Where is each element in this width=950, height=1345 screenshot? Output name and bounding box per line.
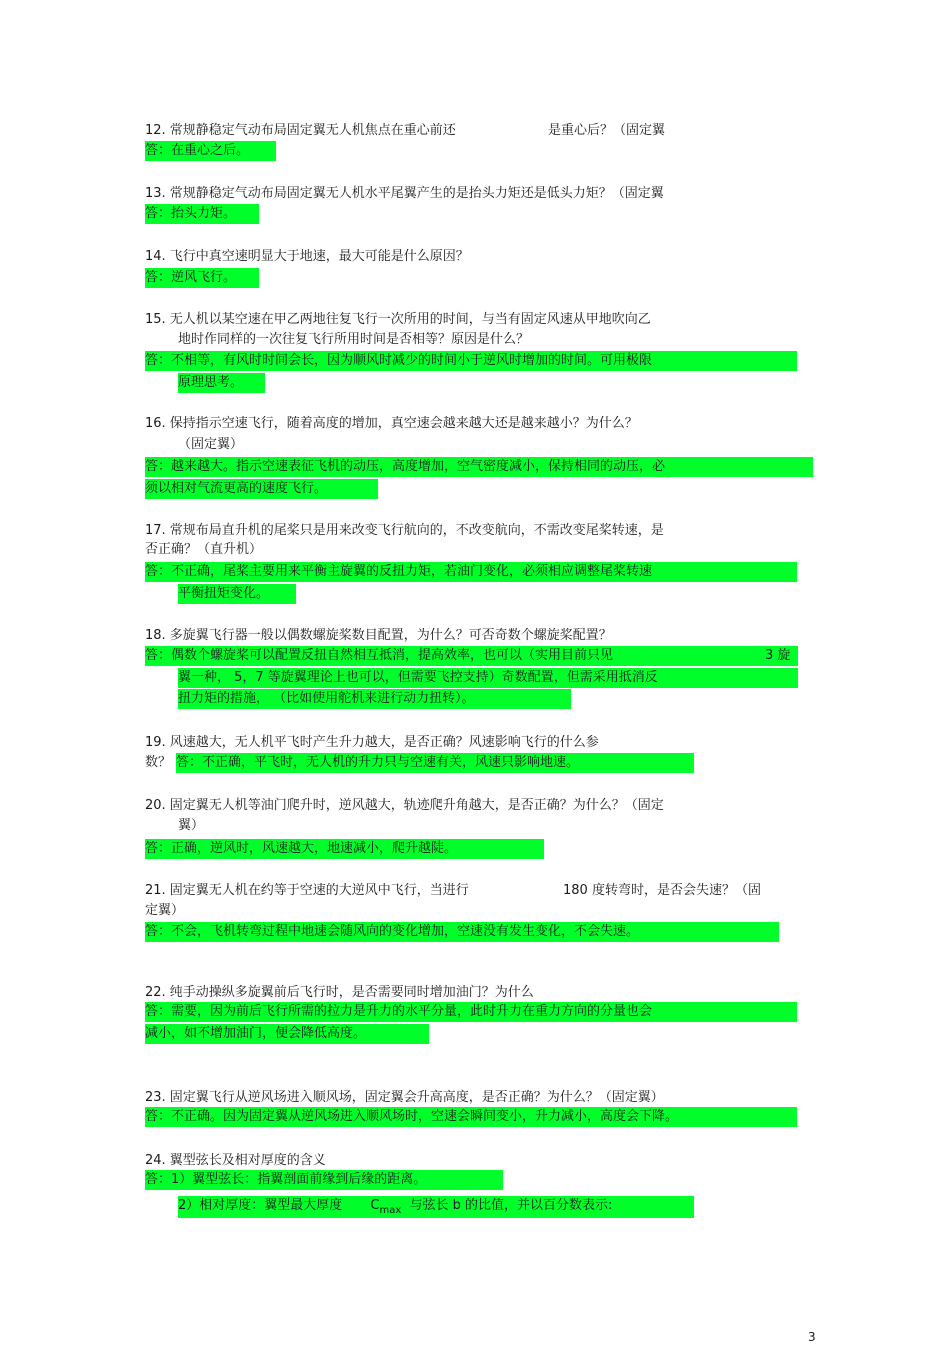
q17-question-line1: 17. 常规布局直升机的尾桨只是用来改变飞行航向的，不改变航向，不需改变尾桨转速，是 [145,523,664,538]
q18-answer-line1-text: 答：偶数个螺旋桨可以配置反扭自然相互抵消，提高效率，也可以（实用目前只见 [145,648,614,663]
q18-answer-line3: 扭力矩的措施， （比如使用舵机来进行动力扭转）。 [178,689,571,709]
q13-answer: 答：抬头力矩。 [145,204,259,224]
q12-question: 12. 常规静稳定气动布局固定翼无人机焦点在重心前还 [145,123,456,138]
q20-question-line1: 20. 固定翼无人机等油门爬升时，逆风越大，轨迹爬升角越大，是否正确？为什么？（固定 [145,798,664,813]
q24-answer-line2-end: 与弦长 b 的比值，并以百分数表示: [409,1198,613,1213]
q19-question: 19. 风速越大，无人机平飞时产生升力越大，是否正确？风速影响飞行的什么参 [145,735,599,750]
q16-answer-line2: 须以相对气流更高的速度飞行。 [145,479,378,499]
q20-question-line2: 翼） [178,818,205,833]
q14-answer: 答：逆风飞行。 [145,268,259,288]
q24-answer-line1: 答：1）翼型弦长：指翼剖面前缘到后缘的距离。 [145,1170,503,1190]
q16-answer-line1: 答：越来越大。指示空速表征飞机的动压，高度增加，空气密度减小，保持相同的动压，必 [145,457,813,477]
q22-answer-line2: 减小，如不增加油门，便会降低高度。 [145,1024,429,1044]
q13-question: 13. 常规静稳定气动布局固定翼无人机水平尾翼产生的是抬头力矩还是低头力矩？（固定翼 [145,186,664,201]
q17-question-line2: 否正确？（直升机） [145,542,263,557]
q24-symbol-sub: max [379,1205,402,1216]
q23-question: 23. 固定翼飞行从逆风场进入顺风场，固定翼会升高高度，是否正确？为什么？（固定翼） [145,1090,664,1105]
q21-question: 21. 固定翼无人机在约等于空速的大逆风中飞行，当进行 [145,883,469,898]
q21-question-line2: 定翼） [145,903,185,918]
q12-question-end: 是重心后？（固定翼 [548,123,666,138]
q19-question-end: 数？ [145,755,172,770]
q22-question: 22. 纯手动操纵多旋翼前后飞行时，是否需要同时增加油门？为什么 [145,985,534,1000]
q15-answer-line2: 原理思考。 [178,373,265,393]
q19-answer: 答：不正确，平飞时，无人机的升力只与空速有关，风速只影响地速。 [176,753,694,773]
q14-question: 14. 飞行中真空速明显大于地速，最大可能是什么原因？ [145,249,469,264]
q17-answer-line1: 答：不正确，尾桨主要用来平衡主旋翼的反扭力矩，若油门变化，必须相应调整尾桨转速 [145,562,797,582]
q24-answer-line2 [178,1196,694,1218]
q15-answer-line1: 答：不相等，有风时时间会长，因为顺风时减少的时间小于逆风时增加的时间。可用极限 [145,351,797,371]
q23-answer: 答：不正确。因为固定翼从逆风场进入顺风场时，空速会瞬间变小，升力减小，高度会下降。 [145,1107,797,1127]
q18-question: 18. 多旋翼飞行器一般以偶数螺旋桨数目配置，为什么？可否奇数个螺旋桨配置？ [145,628,612,643]
q22-answer-line1: 答：需要，因为前后飞行所需的拉力是升力的水平分量，此时升力在重力方向的分量也会 [145,1002,797,1022]
q21-answer: 答：不会，飞机转弯过程中地速会随风向的变化增加，空速没有发生变化，不会失速。 [145,922,779,942]
q18-answer-line1 [145,646,798,666]
q24-question: 24. 翼型弦长及相对厚度的含义 [145,1153,326,1168]
q17-answer-line2: 平衡扭矩变化。 [178,584,296,604]
q21-question-end: 180 度转弯时，是否会失速？（固 [563,883,761,898]
q12-answer: 答：在重心之后。 [145,141,276,161]
q16-question-line1: 16. 保持指示空速飞行，随着高度的增加，真空速会越来越大还是越来越小？为什么？ [145,416,638,431]
q15-question-line2: 地时作同样的一次往复飞行所用时间是否相等？原因是什么？ [178,332,530,347]
page-number: 3 [808,1330,816,1344]
q18-answer-line1-end: 3 旋 [765,648,791,663]
q15-question-line1: 15. 无人机以某空速在甲乙两地往复飞行一次所用的时间，与当有固定风速从甲地吹向乙 [145,312,651,327]
q20-answer: 答：正确，逆风时，风速越大，地速减小，爬升越陡。 [145,839,544,859]
q16-question-line2: （固定翼） [178,437,244,452]
q24-symbol-c: C [370,1198,380,1213]
q18-answer-line2: 翼一种， 5，7 等旋翼理论上也可以，但需要飞控支持）奇数配置，但需采用抵消反 [178,668,798,688]
q24-answer-line2-text: 2）相对厚度：翼型最大厚度 [178,1198,343,1213]
